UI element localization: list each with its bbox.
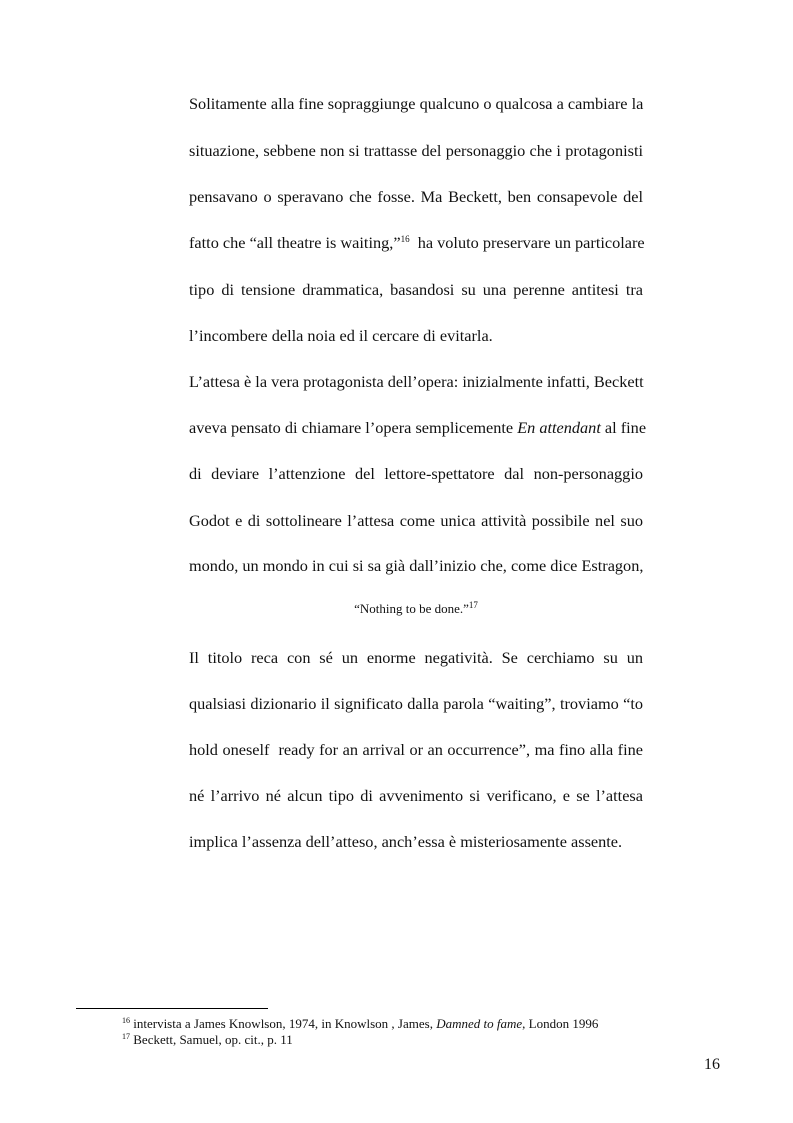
text-span: ha voluto preservare un particolare [409,233,645,252]
text-span: hold oneself ready for an arrival or an occurrence”, ma fino alla fine [189,740,643,759]
text-line [189,94,643,114]
footnote-text: , London 1996 [522,1016,599,1031]
text-line [189,648,643,668]
text-span: fatto che “all theatre is waiting,” [189,233,401,252]
text-line [189,511,643,531]
page-number: 16 [704,1056,720,1073]
text-line [189,694,643,714]
footnote-divider [76,1008,268,1009]
text-line [189,740,643,760]
quote-line [189,599,643,619]
text-span: qualsiasi dizionario il significato dalla parola “waiting”, troviamo “to [189,694,643,713]
footnote-italic-title: Damned to fame [436,1016,523,1031]
text-span: Il titolo reca con sé un enorme negatività. Se cerchiamo su un [189,648,643,667]
footnotes [122,1016,598,1048]
text-span: Godot e di sottolineare l’attesa come unica attività possibile nel suo [189,511,643,530]
text-span: tipo di tensione drammatica, basandosi su una perenne antitesi tra [189,280,643,299]
text-span: L’attesa è la vera protagonista dell’opera: inizialmente infatti, Beckett [189,372,644,391]
text-line [189,280,643,300]
text-line [189,233,643,253]
text-span: di deviare l’attenzione del lettore-spettatore dal non-personaggio [189,464,643,483]
footnote-number: 16 [122,1016,130,1025]
text-span: implica l’assenza dell’atteso, anch’essa è misteriosamente assente. [189,832,623,851]
text-span: Solitamente alla fine sopraggiunge qualcuno o qualcosa a cambiare la [189,94,644,113]
footnote-16 [122,1016,598,1032]
text-line [189,418,647,438]
text-line [189,141,643,161]
quote-text: “Nothing to be done.” [354,601,469,616]
footnote-ref-16: 16 [400,234,410,244]
footnote-17 [122,1032,598,1048]
text-span: aveva pensato di chiamare l’opera semplicemente [189,418,518,437]
text-span: l’incombere della noia ed il cercare di evitarla. [189,326,493,345]
text-line [189,786,643,806]
italic-title: En attendant [517,418,601,437]
footnote-ref-17: 17 [468,600,478,610]
text-line [189,464,643,484]
text-span: al fine [600,418,647,437]
text-line [189,556,643,576]
text-span: né l’arrivo né alcun tipo di avvenimento si verificano, e se l’attesa [189,786,643,805]
text-line [189,832,643,852]
text-span: pensavano o speravano che fosse. Ma Beckett, ben consapevole del [189,187,643,206]
text-line [189,372,643,392]
footnote-text: intervista a James Knowlson, 1974, in Knowlson , James, [130,1016,437,1031]
text-line [189,326,643,346]
footnote-number: 17 [122,1032,130,1041]
text-span: mondo, un mondo in cui si sa già dall’inizio che, come dice Estragon, [189,556,644,575]
text-span: situazione, sebbene non si trattasse del personaggio che i protagonisti [189,141,643,160]
footnote-text: Beckett, Samuel, op. cit., p. 11 [130,1032,293,1047]
text-line [189,187,643,207]
